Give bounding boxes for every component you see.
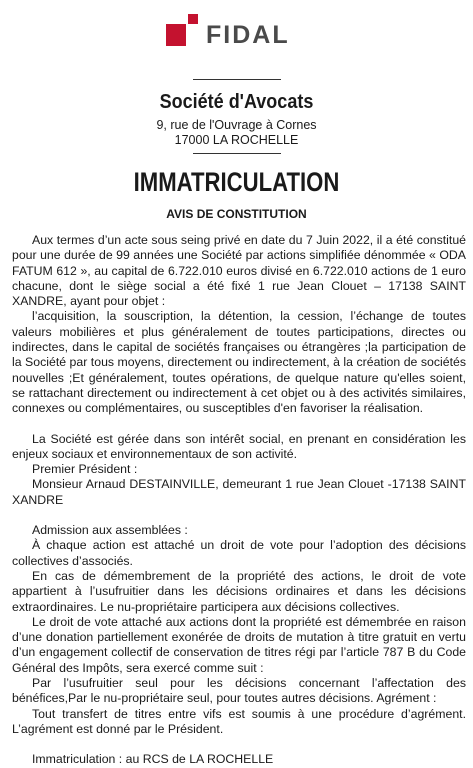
paragraph-management: La Société est gérée dans son intérêt social, en prenant en considération les enjeux sociaux et environnementaux de son activité.	[12, 431, 466, 461]
fidal-logo	[0, 14, 473, 48]
paragraph-usufruct: Par l’usufruitier seul pour les décisions concernant l’affectation des bénéfices,Par le nu-propriétaire seul, pour toutes autres décisions. Agrément :	[12, 676, 466, 706]
notice-body	[12, 233, 466, 768]
notice-subtitle: AVIS DE CONSTITUTION	[166, 207, 307, 221]
divider-top	[193, 79, 281, 80]
divider-bottom	[193, 153, 281, 154]
firm-name: Société d'Avocats	[159, 91, 314, 113]
notice-title: IMMATRICULATION	[133, 167, 340, 197]
paragraph-donation: Le droit de vote attaché aux actions dont la propriété est démembrée en raison d’une donation partiellement exonérée de droits de mutation à titre gratuit en vertu d’un engagement collectif de conservation de titres régi par l’article 787 B du Code Général des Impôts, sera exercé comme suit :	[12, 614, 466, 675]
address-line-2: 17000 LA ROCHELLE	[174, 133, 299, 147]
paragraph-president-label: Premier Président :	[32, 462, 138, 477]
paragraph-admission-label: Admission aux assemblées :	[32, 523, 188, 538]
paragraph-dismemberment: En cas de démembrement de la propriété des actions, le droit de vote appartient à l’usufruitier dans les décisions ordinaires et dans les décisions extraordinaires. Le nu-propriétaire participera aux décisions collectives.	[12, 568, 466, 614]
paragraph-registration: Immatriculation : au RCS de LA ROCHELLE	[32, 752, 274, 767]
paragraph-voting-right: À chaque action est attaché un droit de vote pour l’adoption des décisions collectives d’associés.	[12, 538, 466, 568]
brand-name: FIDAL	[206, 21, 290, 49]
fidal-logo-mark-icon	[166, 14, 198, 46]
address-line-1: 9, rue de l'Ouvrage à Cornes	[156, 118, 317, 132]
paragraph-president: Monsieur Arnaud DESTAINVILLE, demeurant 1 rue Jean Clouet -17138 SAINT XANDRE	[12, 477, 466, 507]
paragraph-constitution: Aux termes d’un acte sous seing privé en date du 7 Juin 2022, il a été constitué pour une durée de 99 années une Société par actions simplifiée dénommée « ODA FATUM 612 », au capital de 6.722.010 euros divisé en 6.722.010 actions de 1 euro chacune, dont le siège social a été fixé 1 rue Jean Clouet – 17138 SAINT XANDRE, ayant pour objet :	[12, 233, 466, 309]
paragraph-approval: Tout transfert de titres entre vifs est soumis à une procédure d’agrément. L’agrément est donné par le Président.	[12, 706, 466, 736]
paragraph-object: l’acquisition, la souscription, la détention, la cession, l’échange de toutes valeurs mobilières et plus généralement de toutes participations, directes ou indirectes, dans le capital de sociétés françaises ou étrangères ;la participation de la Société par tous moyens, directement ou indirectement, à la création de sociétés nouvelles ;Et généralement, toutes opérations, de quelque nature qu'elles soient, se rattachant directement ou indirectement à cet objet ou à des activités similaires, connexes ou complémentaires, ou susceptibles d'en favoriser la réalisation.	[12, 309, 466, 416]
